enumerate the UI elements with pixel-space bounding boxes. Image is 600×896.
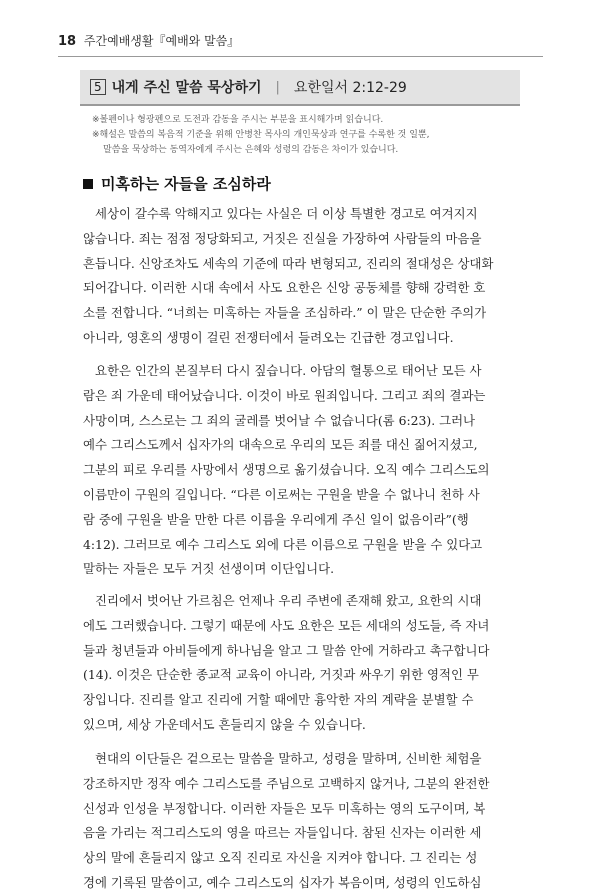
paragraph-line: 흔듭니다. 신앙조차도 세속의 기준에 따라 변형되고, 진리의 절대성은 상대화	[83, 255, 494, 271]
page-number: 18	[58, 34, 77, 49]
note-line: ※해설은 말씀의 복음적 기준을 위해 안병찬 목사의 개인묵상과 연구를 수록한 것 일뿐,	[92, 130, 430, 140]
paragraph-line: 람은 죄 가운데 태어났습니다. 이것이 바로 원죄입니다. 그리고 죄의 결과는	[83, 387, 486, 403]
paragraph-line: 상의 말에 흔들리지 않고 오직 진리로 자신을 지켜야 합니다. 그 진리는 성	[83, 850, 478, 866]
square-bullet-icon	[83, 179, 93, 189]
paragraph-line: 람 중에 구원을 받을 만한 다른 이름을 우리에게 주신 일이 없음이라”(행	[83, 511, 469, 527]
paragraph-line: 이름만이 구원의 길입니다. “다른 이로써는 구원을 받을 수 없나니 천하 사	[83, 486, 480, 502]
paragraph	[83, 747, 523, 896]
paragraph-line: 에도 그러했습니다. 그렇기 때문에 사도 요한은 모든 세대의 성도들, 즉 자녀	[83, 617, 490, 633]
note-line: 말씀을 묵상하는 동역자에게 주시는 은혜와 성령의 감동은 차이가 있습니다.	[103, 145, 399, 155]
paragraph-line: (14). 이것은 단순한 종교적 교육이 아니라, 거짓과 싸우기 위한 영적인 무	[83, 667, 479, 683]
paragraph-line: 소를 전합니다. “너희는 미혹하는 자들을 조심하라.” 이 말은 단순한 주의가	[83, 305, 487, 321]
paragraph-line: 있으며, 세상 가운데서도 흔들리지 않을 수 있습니다.	[83, 716, 366, 732]
lesson-title: 내게 주신 말씀 묵상하기	[111, 80, 262, 96]
paragraph-line: 진리에서 벗어난 가르침은 언제나 우리 주변에 존재해 왔고, 요한의 시대	[95, 593, 482, 608]
paragraph-line: 들과 청년들과 아비들에게 하나님을 알고 그 말씀 안에 거하라고 촉구합니다	[83, 642, 490, 658]
paragraph-line: 사망이며, 스스로는 그 죄의 굴레를 벗어날 수 없습니다(롬 6:23). 그러나	[83, 412, 476, 428]
paragraph	[83, 589, 523, 738]
book-title: 주간예배생활『예배와 말씀』	[83, 34, 240, 48]
lesson-number: 5	[90, 79, 106, 95]
paragraph-line: 그분의 피로 우리를 사망에서 생명으로 옮기셨습니다. 오직 예수 그리스도의	[83, 462, 490, 478]
paragraph-line: 말하는 자들은 모두 거짓 선생이며 이단입니다.	[83, 561, 335, 577]
page-header	[58, 32, 239, 49]
paragraph-line: 되어갑니다. 이러한 시대 속에서 사도 요한은 신앙 공동체를 향해 강력한 호	[83, 280, 486, 296]
section-heading-text: 미혹하는 자들을 조심하라	[101, 175, 271, 193]
paragraph-line: 강조하지만 정작 예수 그리스도를 주님으로 고백하지 않거나, 그분의 완전한	[83, 775, 490, 791]
paragraph-line: 예수 그리스도께서 십자가의 대속으로 우리의 모든 죄를 대신 짊어지셨고,	[83, 437, 478, 453]
title-separator: |	[275, 79, 280, 95]
paragraph-line: 않습니다. 죄는 점점 정당화되고, 거짓은 진실을 가장하여 사람들의 마음을	[83, 230, 482, 246]
scripture-reference: 요한일서 2:12-29	[293, 80, 407, 96]
paragraph-line: 장입니다. 진리를 알고 진리에 거할 때에만 흉악한 자의 계략을 분별할 수	[83, 692, 474, 708]
paragraph-line: 현대의 이단들은 겉으로는 말씀을 말하고, 성령을 말하며, 신비한 체험을	[95, 751, 482, 766]
lesson-title-bar	[80, 70, 520, 106]
section-heading	[83, 173, 271, 194]
header-divider	[58, 56, 543, 57]
paragraph	[83, 202, 523, 351]
paragraph-line: 신성과 인성을 부정합니다. 이러한 자들은 모두 미혹하는 영의 도구이며, 복	[83, 800, 486, 816]
paragraph	[83, 359, 523, 582]
paragraph-line: 4:12). 그러므로 예수 그리스도 외에 다른 이름으로 구원을 받을 수 있다고	[83, 536, 483, 552]
paragraph-line: 경에 기록된 말씀이고, 예수 그리스도의 십자가 복음이며, 성령의 인도하심	[83, 874, 482, 890]
paragraph-line: 아니라, 영혼의 생명이 걸린 전쟁터에서 들려오는 긴급한 경고입니다.	[83, 329, 454, 345]
paragraph-line: 요한은 인간의 본질부터 다시 짚습니다. 아담의 혈통으로 태어난 모든 사	[95, 363, 482, 378]
paragraph-line: 세상이 갈수록 악해지고 있다는 사실은 더 이상 특별한 경고로 여겨지지	[95, 206, 478, 221]
paragraph-line: 음을 가리는 적그리스도의 영을 따르는 자들입니다. 참된 신자는 이러한 세	[83, 825, 482, 841]
reading-notes	[92, 113, 522, 158]
note-line: ※볼펜이나 형광펜으로 도전과 감동을 주시는 부분을 표시해가며 읽습니다.	[92, 115, 384, 125]
